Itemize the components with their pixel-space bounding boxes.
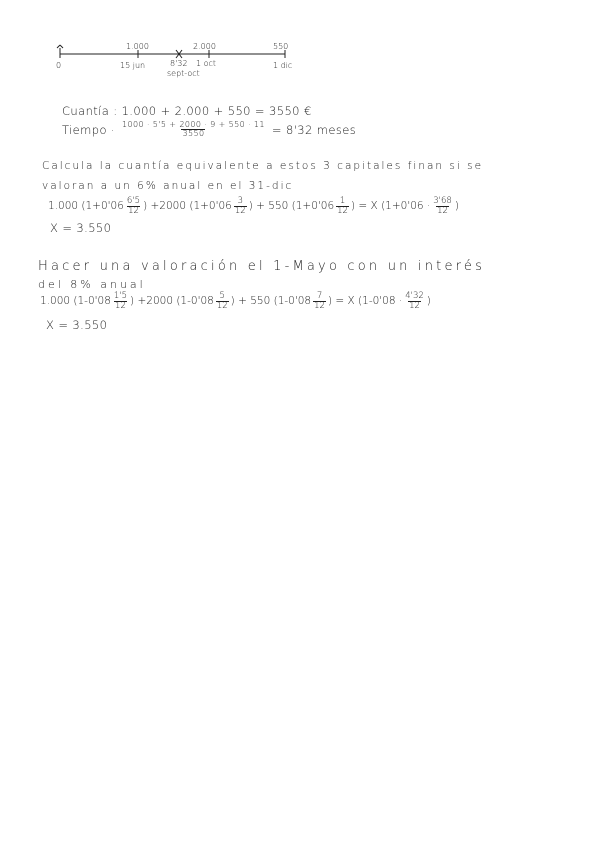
p2-f3-num: 7 — [316, 291, 323, 301]
p2-f1-num: 1'5 — [113, 291, 128, 301]
timeline-date-2: 1 oct — [196, 59, 217, 68]
timeline-pivot-sub: sept-oct — [167, 69, 200, 78]
p1-f1-num: 6'5 — [126, 196, 141, 206]
p2-f2-num: 5 — [219, 291, 225, 301]
problem1-statement-line2: valoran a un 6% anual en el 31-dic — [42, 180, 294, 192]
p1-f4-den: 12 — [437, 205, 448, 216]
tiempo-numerator: 1000 · 5'5 + 2000 · 9 + 550 · 11 — [122, 120, 265, 129]
tiempo-prefix: Tiempo · — [62, 122, 115, 137]
timeline-diagram — [0, 0, 600, 100]
p2-fraction-3 — [313, 292, 326, 311]
problem2-equation — [40, 292, 431, 311]
tiempo-denominator: 3550 — [182, 129, 205, 139]
p1-f2-num: 3 — [237, 196, 243, 206]
p1-term-d: ) = X (1+0'06 · — [350, 200, 431, 213]
timeline-amount-1: 1.000 — [126, 42, 149, 51]
problem2-result: X = 3.550 — [46, 318, 108, 332]
p2-fraction-1 — [113, 292, 128, 311]
problem2-statement-line1: Hacer una valoración el 1-Mayo con un interés — [38, 259, 486, 274]
p2-term-d: ) = X (1-0'08 · — [327, 295, 403, 308]
p2-term-c: ) + 550 (1-0'08 — [230, 295, 312, 308]
p2-fraction-2 — [216, 292, 229, 311]
p1-f3-den: 12 — [337, 205, 348, 216]
p1-fraction-4 — [432, 197, 453, 216]
p2-term-b: ) +2000 (1-0'08 — [130, 295, 214, 308]
p2-f4-den: 12 — [409, 300, 420, 311]
p1-f3-num: 1 — [339, 196, 346, 206]
p2-fraction-4 — [404, 292, 425, 311]
p2-term-a: 1.000 (1-0'08 — [40, 295, 111, 308]
p1-fraction-3 — [336, 197, 349, 216]
p1-term-c: ) + 550 (1+0'06 — [248, 200, 335, 213]
problem2-statement-line2: del 8% anual — [38, 278, 146, 291]
p1-f1-den: 12 — [128, 205, 139, 216]
p2-f1-den: 12 — [115, 300, 126, 311]
tiempo-fraction — [121, 121, 266, 139]
summary-tiempo — [62, 121, 356, 139]
problem1-equation — [48, 197, 459, 216]
p2-f3-den: 12 — [314, 300, 325, 311]
problem1-statement-line1: Calcula la cuantía equivalente a estos 3 capitales finan si se — [42, 160, 484, 172]
p1-term-b: ) +2000 (1+0'06 — [143, 200, 232, 213]
timeline-amount-2: 2.000 — [193, 42, 216, 51]
timeline-date-3: 1 dic — [273, 61, 293, 70]
p2-term-e: ) — [426, 295, 431, 308]
p1-fraction-2 — [234, 197, 247, 216]
timeline-start-arrow — [57, 45, 60, 48]
p1-f4-num: 3'68 — [433, 196, 452, 206]
p1-term-e: ) — [454, 200, 459, 213]
tiempo-result: = 8'32 meses — [271, 122, 357, 137]
timeline-amount-3: 550 — [273, 42, 289, 51]
p2-f4-num: 4'32 — [405, 291, 424, 301]
p2-f2-den: 12 — [216, 300, 228, 311]
summary-cuantia: Cuantía : 1.000 + 2.000 + 550 = 3550 € — [62, 104, 312, 118]
timeline-pivot-label: 8'32 — [170, 59, 188, 68]
timeline-start-label: 0 — [56, 61, 62, 70]
p1-term-a: 1.000 (1+0'06 — [48, 200, 124, 213]
p1-fraction-1 — [126, 197, 141, 216]
problem1-result: X = 3.550 — [50, 221, 112, 235]
timeline-date-1: 15 jun — [120, 61, 146, 70]
p1-f2-den: 12 — [234, 205, 246, 216]
